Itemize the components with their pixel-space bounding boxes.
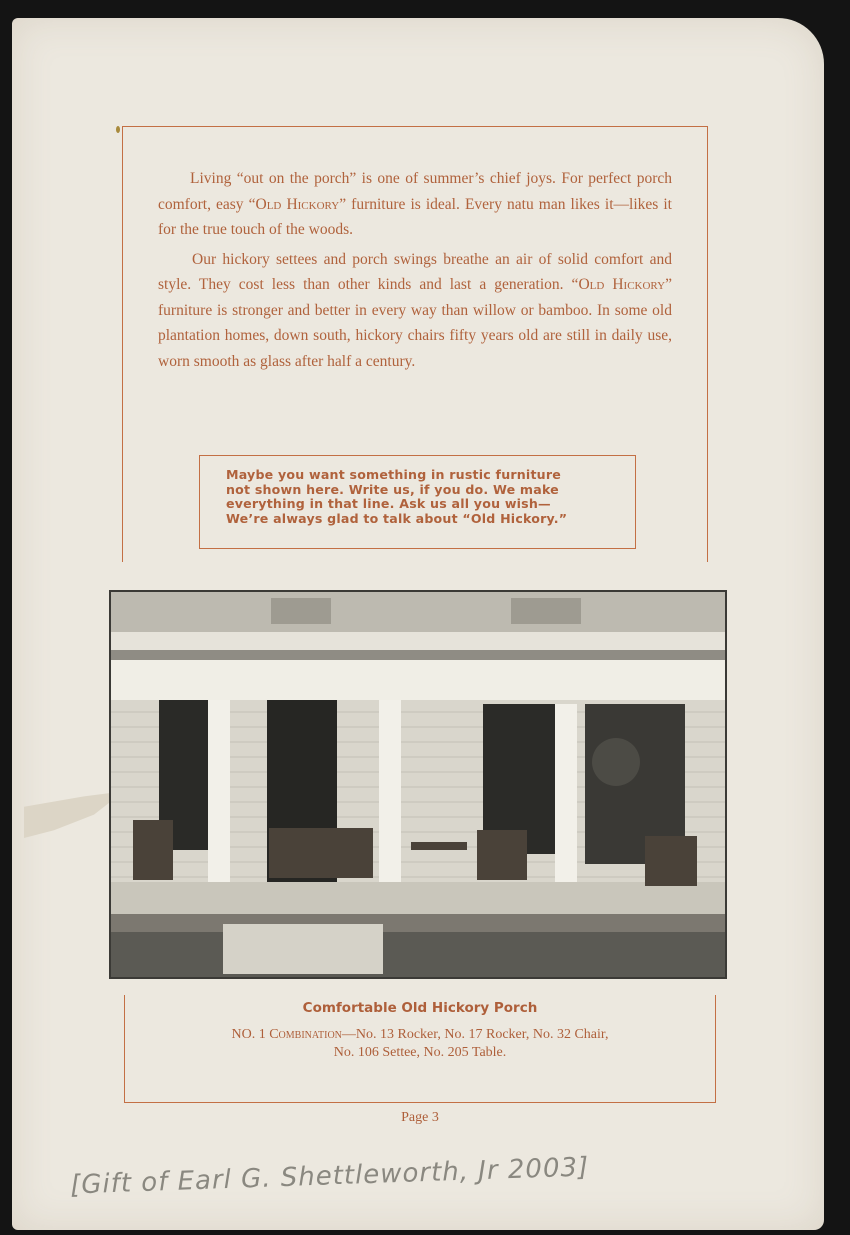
notice-line-3: everything in that line. Ask us all you wish— (226, 496, 551, 511)
caption-line-1 (124, 1027, 716, 1043)
p1-brand: Old Hickory (255, 195, 340, 213)
p1-lead: Living “out on the porch” is one of summer’s chief joys. For perfect porch comfort, easy “ (158, 170, 672, 213)
caption-combination: Combination (269, 1027, 342, 1042)
paragraph-1 (158, 166, 672, 243)
p2-brand: Old Hickory (578, 276, 666, 293)
p2-tail: ” furniture is stronger and better in every way than willow or bamboo. In some old plantation homes, down south, hickory chairs fifty years old are still in daily use, worn smooth as glass after half a century. (158, 276, 672, 370)
paragraph-2 (158, 247, 672, 375)
notice-line-2: not shown here. Write us, if you do. We make (226, 481, 559, 497)
caption-rest: —No. 13 Rocker, No. 17 Rocker, No. 32 Chair, (341, 1027, 609, 1042)
caption-line-2: No. 106 Settee, No. 205 Table. (333, 1045, 507, 1060)
p2-lead: Our hickory settees and porch swings breathe an air of solid comfort and style. They cost less than other kinds and last a generation. “ (158, 250, 672, 293)
notice-line-4: We’re always glad to talk about “Old Hickory.” (226, 510, 568, 526)
handwritten-gift-note: [Gift of Earl G. Shettleworth, Jr 2003] (69, 1152, 590, 1201)
notice-line-1: Maybe you want something in rustic furniture (226, 467, 561, 482)
notice-box (199, 455, 636, 549)
porch-photo-drawing (111, 592, 725, 977)
page-number: Page 3 (401, 1110, 439, 1125)
caption-prefix: NO. 1 (231, 1027, 270, 1042)
body-text (158, 166, 672, 378)
paper-speck (116, 126, 120, 133)
porch-photo (109, 590, 727, 979)
caption-title: Comfortable Old Hickory Porch (302, 1000, 538, 1016)
p1-tail: ” furniture is ideal. Every natu man likes it—likes it for the true touch of the woods. (158, 195, 672, 238)
